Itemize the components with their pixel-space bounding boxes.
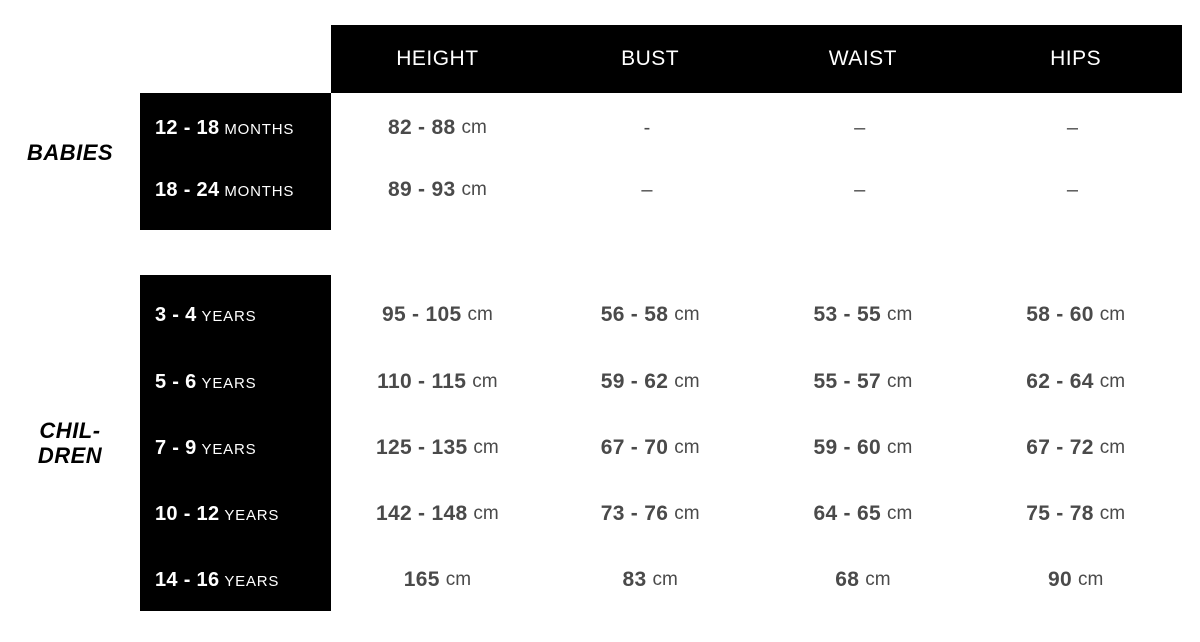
cell-height: 142 - 148 cm bbox=[375, 502, 499, 525]
table-row bbox=[140, 483, 1182, 545]
cell-waist: 59 - 60 cm bbox=[813, 436, 913, 459]
row-size-unit: YEARS bbox=[224, 506, 280, 524]
row-size-unit: YEARS bbox=[201, 440, 257, 458]
column-header-bust: BUST bbox=[621, 47, 680, 70]
column-header-height: HEIGHT bbox=[396, 47, 479, 70]
row-size-label bbox=[140, 179, 331, 202]
group-label-children-line1: CHIL- bbox=[39, 418, 101, 443]
cell-hips: 62 - 64 cm bbox=[1026, 370, 1126, 393]
cell-height: 165 cm bbox=[403, 568, 472, 591]
cell-height: 110 - 115 cm bbox=[377, 370, 498, 393]
column-header-hips: HIPS bbox=[1050, 47, 1102, 70]
row-size-unit: YEARS bbox=[224, 572, 280, 590]
row-size-number: 18 - 24 bbox=[155, 178, 220, 201]
cell-waist: – bbox=[854, 178, 866, 201]
table-row bbox=[140, 351, 1182, 413]
cell-height: 125 - 135 cm bbox=[375, 436, 499, 459]
cell-waist: 53 - 55 cm bbox=[813, 303, 913, 326]
cell-bust: – bbox=[641, 178, 653, 201]
cell-bust: 67 - 70 cm bbox=[600, 436, 700, 459]
row-size-number: 14 - 16 bbox=[155, 568, 220, 591]
cell-bust: 73 - 76 cm bbox=[600, 502, 700, 525]
row-size-unit: YEARS bbox=[201, 374, 257, 392]
row-values bbox=[331, 97, 1182, 159]
row-size-number: 5 - 6 bbox=[155, 370, 197, 393]
column-header-waist: WAIST bbox=[828, 47, 897, 70]
table-row bbox=[140, 97, 1182, 159]
row-size-unit: MONTHS bbox=[224, 120, 295, 138]
cell-hips: 58 - 60 cm bbox=[1026, 303, 1126, 326]
group-label-babies: BABIES bbox=[26, 140, 114, 165]
row-size-label bbox=[140, 304, 331, 327]
cell-height: 82 - 88 cm bbox=[387, 116, 487, 139]
cell-bust: 59 - 62 cm bbox=[600, 370, 700, 393]
cell-waist: 68 cm bbox=[835, 568, 891, 591]
group-label-children-line2: DREN bbox=[37, 443, 103, 469]
cell-hips: – bbox=[1066, 178, 1079, 201]
row-size-label bbox=[140, 437, 331, 460]
cell-bust: 56 - 58 cm bbox=[600, 303, 700, 326]
cell-bust: - bbox=[643, 116, 651, 139]
table-header-row bbox=[331, 25, 1182, 93]
row-size-number: 7 - 9 bbox=[155, 436, 197, 459]
cell-height: 95 - 105 cm bbox=[381, 303, 493, 326]
cell-waist: 64 - 65 cm bbox=[813, 502, 913, 525]
row-size-label bbox=[140, 371, 331, 394]
row-size-unit: YEARS bbox=[201, 307, 257, 325]
table-row bbox=[140, 549, 1182, 611]
row-size-number: 12 - 18 bbox=[155, 116, 220, 139]
cell-hips: 67 - 72 cm bbox=[1026, 436, 1126, 459]
row-size-unit: MONTHS bbox=[224, 182, 295, 200]
row-size-number: 10 - 12 bbox=[155, 502, 220, 525]
row-size-label bbox=[140, 117, 331, 140]
row-size-number: 3 - 4 bbox=[155, 303, 197, 326]
table-row bbox=[140, 159, 1182, 221]
row-values bbox=[331, 549, 1182, 611]
row-values bbox=[331, 483, 1182, 545]
cell-hips: 90 cm bbox=[1047, 568, 1104, 591]
row-values bbox=[331, 417, 1182, 479]
group-label-children bbox=[0, 418, 140, 469]
cell-hips: 75 - 78 cm bbox=[1026, 502, 1126, 525]
cell-height: 89 - 93 cm bbox=[387, 178, 487, 201]
row-values bbox=[331, 284, 1182, 346]
cell-bust: 83 cm bbox=[622, 568, 678, 591]
row-size-label bbox=[140, 569, 331, 592]
cell-hips: – bbox=[1066, 116, 1079, 139]
row-values bbox=[331, 159, 1182, 221]
row-values bbox=[331, 351, 1182, 413]
table-row bbox=[140, 284, 1182, 346]
cell-waist: – bbox=[854, 116, 866, 139]
row-size-label bbox=[140, 503, 331, 526]
table-row bbox=[140, 417, 1182, 479]
cell-waist: 55 - 57 cm bbox=[813, 370, 913, 393]
